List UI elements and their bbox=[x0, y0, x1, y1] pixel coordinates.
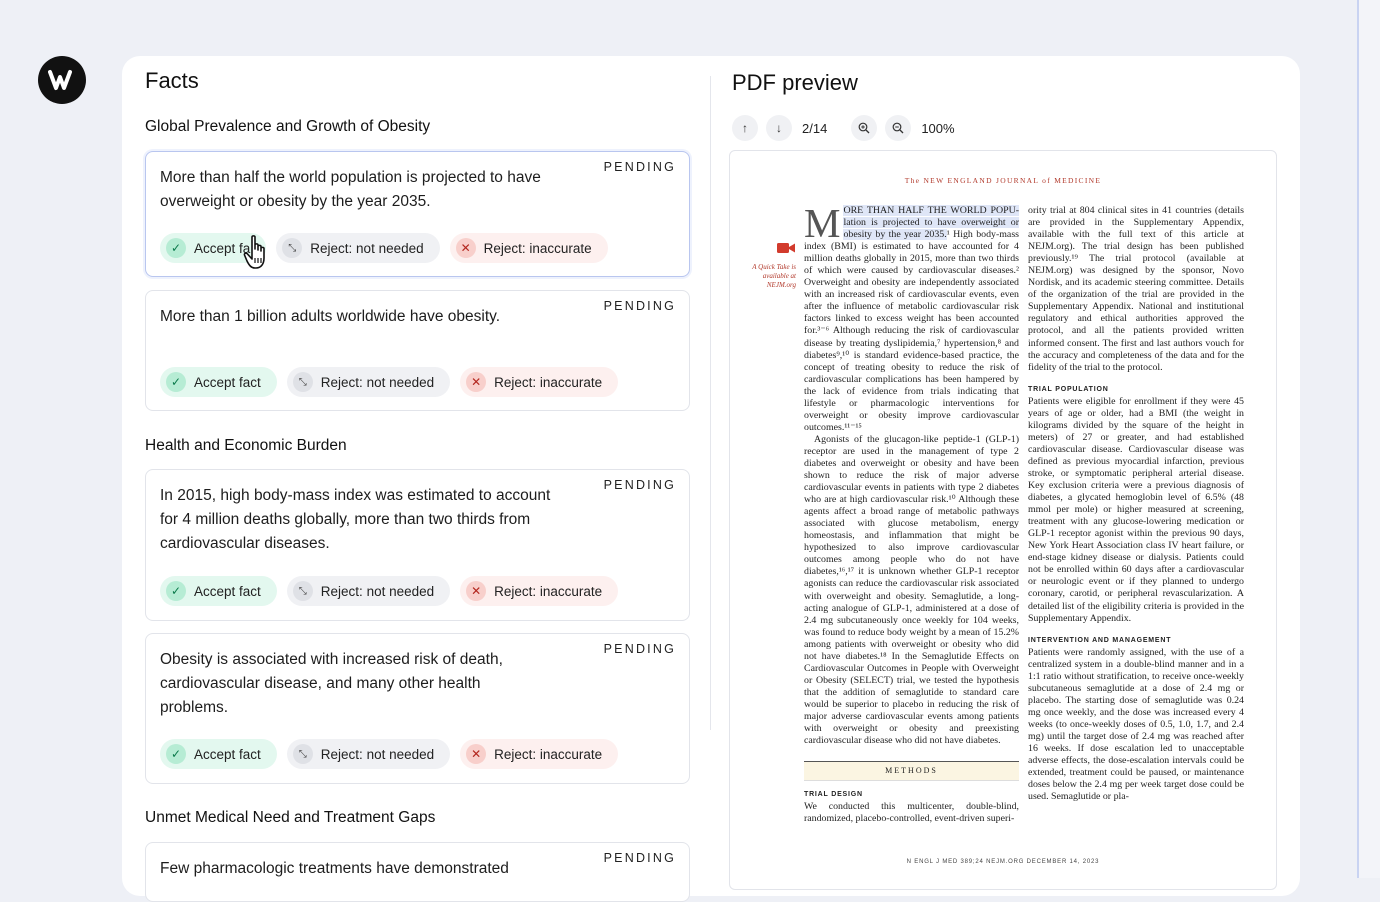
pdf-preview-title: PDF preview bbox=[732, 70, 858, 95]
button-label: Reject: not needed bbox=[310, 240, 424, 256]
x-icon: ✕ bbox=[466, 372, 486, 392]
section-heading: Unmet Medical Need and Treatment Gaps bbox=[145, 809, 436, 826]
reject-not-needed-button[interactable] bbox=[287, 576, 450, 606]
button-label: Reject: inaccurate bbox=[494, 583, 603, 599]
status-badge: PENDING bbox=[603, 299, 676, 313]
wand-off-icon: ⤡ bbox=[293, 744, 313, 764]
pdf-subheading: TRIAL POPULATION bbox=[1028, 385, 1109, 393]
page-down-button[interactable] bbox=[766, 115, 792, 141]
button-label: Reject: not needed bbox=[320, 374, 435, 390]
reject-inaccurate-button[interactable] bbox=[460, 367, 618, 397]
reject-not-needed-button[interactable] bbox=[287, 739, 450, 769]
wand-off-icon: ⤡ bbox=[293, 581, 313, 601]
pdf-page[interactable] bbox=[729, 150, 1277, 890]
fact-text: More than 1 billion adults worldwide have obesity. bbox=[160, 308, 501, 325]
reject-not-needed-button[interactable] bbox=[276, 233, 439, 263]
panel-divider bbox=[710, 76, 711, 730]
pdf-paragraph: ¹ High body-mass index (BMI) is estimated to have accounted for 4 million deaths globally in 2015, more than two thirds of which were caused by cardiovascular diseases.² Overweight and obesity are independently associated with an increased risk of cardiovascular events, even after the influence of metabolic cardiovascular risk factors linked to excess weight has been accounted for.³⁻⁶ Although reducing the risk of cardiovascular disease by treating dyslipidemia,⁷ hypertension,⁸ and diabetes⁹,¹⁰ is standard evidence-based practice, the concept of treating obesity to reduce the risk of cardiovascular complications has been hampered by the lack of evidence from trials indicating that lifestyle or pharmacologic interventions for overweight or obesity improve cardiovascular outcomes.¹¹⁻¹⁵ bbox=[804, 229, 1019, 433]
section-heading: Health and Economic Burden bbox=[145, 437, 347, 454]
pdf-column-right bbox=[1028, 205, 1244, 855]
fact-card bbox=[145, 290, 690, 411]
page-up-button[interactable] bbox=[732, 115, 758, 141]
pdf-paragraph: We conducted this multicenter, double-blind, randomized, placebo-controlled, event-driven superi- bbox=[804, 801, 1019, 825]
pdf-footer: N ENGL J MED 389;24 NEJM.ORG DECEMBER 14, 2023 bbox=[906, 859, 1100, 865]
facts-title: Facts bbox=[145, 68, 199, 93]
reject-not-needed-button[interactable] bbox=[287, 367, 450, 397]
button-label: Accept fact bbox=[194, 746, 261, 762]
reject-inaccurate-button[interactable] bbox=[460, 739, 618, 769]
zoom-level: 100% bbox=[921, 120, 955, 136]
arrow-down-icon: ↓ bbox=[776, 121, 782, 135]
hand-cursor-icon bbox=[243, 234, 273, 272]
status-badge: PENDING bbox=[603, 160, 676, 174]
button-label: Accept fact bbox=[194, 583, 261, 599]
app-logo[interactable] bbox=[38, 56, 86, 104]
fact-text: Obesity is associated with increased risk of death, cardiovascular disease, and many other health problems. bbox=[160, 651, 503, 716]
reject-inaccurate-button[interactable] bbox=[450, 233, 608, 263]
page-indicator: 2/14 bbox=[802, 120, 828, 136]
section-heading: Global Prevalence and Growth of Obesity bbox=[145, 118, 431, 135]
button-label: Reject: not needed bbox=[320, 746, 435, 762]
accept-fact-button[interactable] bbox=[160, 576, 277, 606]
pdf-paragraph: Patients were eligible for enrollment if they were 45 years of age or older, had a BMI (the weight in kilograms divided by the square of the height in meters) of 27 or greater, and had established cardiovascular disease. Cardiovascular disease was defined as previous myocardial infarction, previous stroke, or symptomatic peripheral arterial disease. Key exclusion criteria were a previous diagnosis of diabetes, a glycated hemoglobin level of 6.5% (48 mmol per mole) or higher measured at screening, treatment with any glucose-lowering medication or GLP-1 receptor agonist within the previous 90 days, New York Heart Association class IV heart failure, or end-stage kidney disease or dialysis. Patients could not be enrolled within 60 days after a cardiovascular or neurologic event or if they planned to undergo coronary, carotid, or peripheral revascularization. A detailed list of the eligibility criteria is provided in the Supplementary Appendix. bbox=[1028, 395, 1244, 624]
fact-card bbox=[145, 469, 690, 621]
video-camera-icon bbox=[776, 241, 796, 255]
accept-fact-button[interactable] bbox=[160, 739, 277, 769]
button-label: Accept fact bbox=[194, 374, 261, 390]
status-badge: PENDING bbox=[603, 478, 676, 492]
check-icon: ✓ bbox=[166, 744, 186, 764]
fact-text: In 2015, high body-mass index was estimated to account for 4 million deaths globally, more than two thirds from cardiovascular diseases. bbox=[160, 487, 551, 552]
drop-cap: M bbox=[804, 200, 841, 246]
pdf-paragraph: ority trial at 804 clinical sites in 41 countries (details are provided in the Supplementary Appendix, available with the full text of this article at NEJM.org). The trial design has been published previously.¹⁹ The trial protocol (available at NEJM.org) was designed by the sponsor, Novo Nordisk, and its academic steering committee. Details of the organization of the trial are provided in the Supplementary Appendix. National and institutional regulatory and ethical authorities approved the protocol, and all the patients provided written informed consent. The first and last authors vouch for the accuracy and completeness of the data and for the fidelity of the trial to the protocol. bbox=[1028, 205, 1244, 373]
arrow-up-icon: ↑ bbox=[742, 121, 748, 135]
journal-header: The NEW ENGLAND JOURNAL of MEDICINE bbox=[904, 176, 1102, 185]
pdf-paragraph: Agonists of the glucagon-like peptide-1 (GLP-1) receptor are used in the management of type 2 diabetes and overweight or obesity and have been shown to reduce the risk of major adverse cardiovascular events in patients with type 2 diabetes who are at high cardiovascular risk.¹⁰ Although these agents affect a broad range of metabolic pathways associated with glucose metabolism, energy homeostasis, and inflammation that might be hypothesized to also improve cardiovascular outcomes among people who do not have diabetes,¹⁶,¹⁷ it is unknown whether GLP-1 receptor agonists can reduce the cardiovascular risk associated with overweight and obesity. Semaglutide, a long-acting analogue of GLP-1, administered at a dose of 2.4 mg subcutaneously once weekly for 104 weeks, was found to reduce body weight by a mean of 15.2% among patients with overweight or obesity who did not have diabetes.¹⁸ In the Semaglutide Effects on Cardiovascular Outcomes in People with Overweight or Obesity (SELECT) trial, we tested the hypothesis that the addition of semaglutide to standard care would be superior to placebo in reducing the risk of major adverse cardiovascular events among patients with overweight or obesity and preexisting cardiovascular disease who did not have diabetes. bbox=[804, 433, 1019, 747]
highlighted-passage: ORE THAN HALF THE WORLD POPU- lation is projected to have overweight or obesity by the year 2035. bbox=[843, 205, 1019, 241]
zoom-in-icon bbox=[858, 122, 870, 134]
wand-off-icon: ⤡ bbox=[282, 238, 302, 258]
pdf-subheading: INTERVENTION AND MANAGEMENT bbox=[1028, 636, 1172, 644]
fact-card bbox=[145, 842, 690, 902]
methods-heading: METHODS bbox=[804, 761, 1019, 781]
w-logo-icon bbox=[48, 69, 76, 91]
pdf-column-left bbox=[804, 200, 1019, 855]
status-badge: PENDING bbox=[603, 642, 676, 656]
fact-card bbox=[145, 151, 690, 277]
button-label: Reject: inaccurate bbox=[494, 374, 603, 390]
button-label: Reject: inaccurate bbox=[483, 240, 592, 256]
button-label: Accept fa bbox=[194, 240, 251, 256]
check-icon: ✓ bbox=[166, 581, 186, 601]
zoom-out-icon bbox=[892, 122, 904, 134]
button-label: Reject: inaccurate bbox=[494, 746, 603, 762]
x-icon: ✕ bbox=[456, 238, 476, 258]
status-badge: PENDING bbox=[603, 851, 676, 865]
wand-off-icon: ⤡ bbox=[293, 372, 313, 392]
check-icon: ✓ bbox=[166, 372, 186, 392]
reject-inaccurate-button[interactable] bbox=[460, 576, 618, 606]
right-rail bbox=[1357, 0, 1380, 878]
pdf-subheading: TRIAL DESIGN bbox=[804, 791, 863, 799]
zoom-out-button[interactable] bbox=[885, 115, 911, 141]
pdf-toolbar bbox=[732, 114, 955, 142]
fact-text: More than half the world population is projected to have overweight or obesity by the year 2035. bbox=[160, 169, 541, 210]
button-label: Reject: not needed bbox=[320, 583, 435, 599]
accept-fact-button[interactable] bbox=[160, 367, 277, 397]
quick-take-note: A Quick Take is available at NEJM.org bbox=[752, 263, 796, 289]
x-icon: ✕ bbox=[466, 581, 486, 601]
fact-text: Few pharmacologic treatments have demonstrated bbox=[160, 860, 509, 877]
zoom-in-button[interactable] bbox=[851, 115, 877, 141]
x-icon: ✕ bbox=[466, 744, 486, 764]
fact-card bbox=[145, 633, 690, 784]
check-icon: ✓ bbox=[166, 238, 186, 258]
pdf-paragraph: Patients were randomly assigned, with the use of a centralized system in a double-blind manner and in a 1:1 ratio without stratification, to receive once-weekly subcutaneous semaglutide at a dose of 2.4 mg or placebo. The starting dose of semaglutide was 0.24 mg once weekly, and the dose was increased every 4 weeks (to once-weekly doses of 0.5, 1.0, 1.7, and 2.4 mg) until the target dose of 2.4 mg was reached after 16 weeks. If dose escalation led to unacceptable adverse effects, the dose-escalation intervals could be extended, treatment could be paused, or maintenance doses below the 2.4 mg per week target dose could be used. Semaglutide or pla- bbox=[1028, 646, 1244, 803]
